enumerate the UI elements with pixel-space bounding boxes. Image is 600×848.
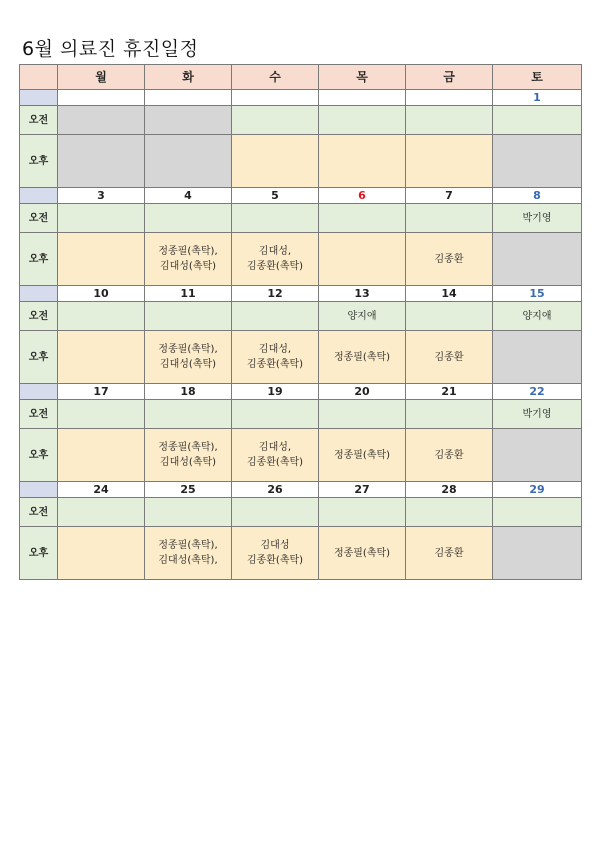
date-cell: 14: [406, 286, 493, 302]
pm-row: [20, 429, 582, 482]
date-row: [20, 384, 582, 400]
doctor-name: 김종환(촉탁): [246, 457, 304, 468]
am-cell: [406, 400, 493, 429]
am-label: 오전: [20, 400, 58, 429]
header-corner-cell: [20, 65, 58, 90]
date-row-label: [20, 482, 58, 498]
pm-label: 오후: [20, 233, 58, 286]
am-cell: [58, 302, 145, 331]
am-cell: [145, 498, 232, 527]
date-cell: [58, 90, 145, 106]
am-cell: [145, 302, 232, 331]
page-title: 6월 의료진 휴진일정: [22, 38, 199, 60]
pm-cell: [319, 527, 406, 580]
pm-cell: [58, 331, 145, 384]
date-cell: 24: [58, 482, 145, 498]
header-day-thu: 목: [319, 65, 406, 90]
doctor-name: 정종필(촉탁),: [158, 442, 218, 453]
date-cell: [319, 90, 406, 106]
date-cell: 20: [319, 384, 406, 400]
am-cell: [232, 302, 319, 331]
date-cell: 3: [58, 188, 145, 204]
pm-cell: [232, 135, 319, 188]
am-cell: [145, 106, 232, 135]
am-cell: [319, 106, 406, 135]
am-cell: [319, 302, 406, 331]
am-label: 오전: [20, 498, 58, 527]
am-row: [20, 302, 582, 331]
doctor-name: 김대성(촉탁): [159, 457, 217, 468]
pm-cell: [232, 527, 319, 580]
pm-cell: [232, 331, 319, 384]
date-cell: 17: [58, 384, 145, 400]
pm-cell: [319, 429, 406, 482]
am-cell: [319, 400, 406, 429]
doctor-name: 양지애: [522, 310, 552, 322]
doctor-name: 김대성(촉탁): [159, 261, 217, 272]
pm-cell: [493, 135, 582, 188]
pm-cell: [493, 429, 582, 482]
doctor-name: 김대성(촉탁),: [158, 555, 218, 566]
am-label: 오전: [20, 106, 58, 135]
am-row: [20, 400, 582, 429]
date-cell: 12: [232, 286, 319, 302]
am-cell: [493, 498, 582, 527]
pm-cell: [319, 135, 406, 188]
doctor-name: 정종필(촉탁),: [158, 540, 218, 551]
am-cell: [58, 106, 145, 135]
header-day-tue: 화: [145, 65, 232, 90]
am-cell: [406, 106, 493, 135]
am-cell: [493, 204, 582, 233]
pm-cell: [406, 331, 493, 384]
weekday-header-row: [20, 65, 582, 90]
doctor-name: 김대성,: [258, 246, 292, 257]
date-cell: 27: [319, 482, 406, 498]
am-cell: [232, 498, 319, 527]
date-row-label: [20, 384, 58, 400]
pm-cell: [319, 331, 406, 384]
am-cell: [319, 204, 406, 233]
date-cell: 10: [58, 286, 145, 302]
date-cell: 18: [145, 384, 232, 400]
doctor-name: 정종필(촉탁),: [158, 246, 218, 257]
doctor-name: 정종필(촉탁): [333, 547, 391, 559]
pm-row: [20, 527, 582, 580]
pm-cell: [406, 135, 493, 188]
doctor-name: 박기영: [522, 408, 552, 420]
date-cell: 21: [406, 384, 493, 400]
am-row: [20, 106, 582, 135]
am-cell: [406, 302, 493, 331]
doctor-name: 김종환(촉탁): [246, 261, 304, 272]
am-cell: [406, 498, 493, 527]
date-cell: 5: [232, 188, 319, 204]
date-cell: 6: [319, 188, 406, 204]
pm-cell: [493, 527, 582, 580]
am-label: 오전: [20, 302, 58, 331]
doctor-name: 정종필(촉탁): [333, 351, 391, 363]
pm-cell: [145, 429, 232, 482]
pm-cell: [406, 527, 493, 580]
pm-cell: [58, 527, 145, 580]
am-cell: [493, 106, 582, 135]
date-cell: [232, 90, 319, 106]
doctor-name: 김종환: [434, 547, 464, 559]
am-label: 오전: [20, 204, 58, 233]
am-cell: [58, 204, 145, 233]
date-cell: 26: [232, 482, 319, 498]
pm-cell: [58, 429, 145, 482]
am-cell: [319, 498, 406, 527]
date-cell: 4: [145, 188, 232, 204]
date-cell: [145, 90, 232, 106]
pm-label: 오후: [20, 429, 58, 482]
am-cell: [493, 302, 582, 331]
date-cell: 29: [493, 482, 582, 498]
doctor-name: 양지애: [347, 310, 377, 322]
pm-row: [20, 331, 582, 384]
pm-cell: [406, 429, 493, 482]
doctor-name: 김대성: [260, 540, 290, 551]
pm-row: [20, 233, 582, 286]
pm-label: 오후: [20, 527, 58, 580]
pm-cell: [232, 429, 319, 482]
pm-cell: [319, 233, 406, 286]
date-cell: 28: [406, 482, 493, 498]
date-cell: 15: [493, 286, 582, 302]
am-cell: [58, 400, 145, 429]
pm-cell: [145, 527, 232, 580]
date-row: [20, 286, 582, 302]
pm-row: [20, 135, 582, 188]
date-row-label: [20, 286, 58, 302]
pm-label: 오후: [20, 135, 58, 188]
doctor-name: 김대성,: [258, 344, 292, 355]
doctor-name: 김대성(촉탁): [159, 359, 217, 370]
am-cell: [145, 204, 232, 233]
header-day-fri: 금: [406, 65, 493, 90]
am-row: [20, 498, 582, 527]
header-day-wed: 수: [232, 65, 319, 90]
doctor-name: 김종환: [434, 351, 464, 363]
pm-cell: [58, 233, 145, 286]
date-row-label: [20, 188, 58, 204]
pm-label: 오후: [20, 331, 58, 384]
doctor-name: 김종환(촉탁): [246, 359, 304, 370]
am-cell: [232, 204, 319, 233]
am-cell: [406, 204, 493, 233]
date-cell: 25: [145, 482, 232, 498]
date-cell: 1: [493, 90, 582, 106]
am-cell: [232, 106, 319, 135]
header-day-mon: 월: [58, 65, 145, 90]
date-cell: [406, 90, 493, 106]
pm-cell: [58, 135, 145, 188]
am-row: [20, 204, 582, 233]
am-cell: [232, 400, 319, 429]
pm-cell: [232, 233, 319, 286]
date-cell: 22: [493, 384, 582, 400]
date-cell: 19: [232, 384, 319, 400]
doctor-name: 김대성,: [258, 442, 292, 453]
doctor-name: 박기영: [522, 212, 552, 224]
schedule-table: [19, 64, 582, 580]
date-cell: 11: [145, 286, 232, 302]
doctor-name: 정종필(촉탁),: [158, 344, 218, 355]
date-cell: 7: [406, 188, 493, 204]
doctor-name: 김종환: [434, 449, 464, 461]
pm-cell: [145, 135, 232, 188]
date-row: [20, 90, 582, 106]
date-row: [20, 188, 582, 204]
header-day-sat: 토: [493, 65, 582, 90]
pm-cell: [493, 233, 582, 286]
doctor-name: 김종환: [434, 253, 464, 265]
am-cell: [58, 498, 145, 527]
doctor-name: 정종필(촉탁): [333, 449, 391, 461]
pm-cell: [493, 331, 582, 384]
pm-cell: [145, 331, 232, 384]
date-row-label: [20, 90, 58, 106]
date-cell: 8: [493, 188, 582, 204]
pm-cell: [145, 233, 232, 286]
schedule-body: [20, 90, 582, 580]
doctor-name: 김종환(촉탁): [246, 555, 304, 566]
am-cell: [145, 400, 232, 429]
pm-cell: [406, 233, 493, 286]
date-row: [20, 482, 582, 498]
am-cell: [493, 400, 582, 429]
date-cell: 13: [319, 286, 406, 302]
